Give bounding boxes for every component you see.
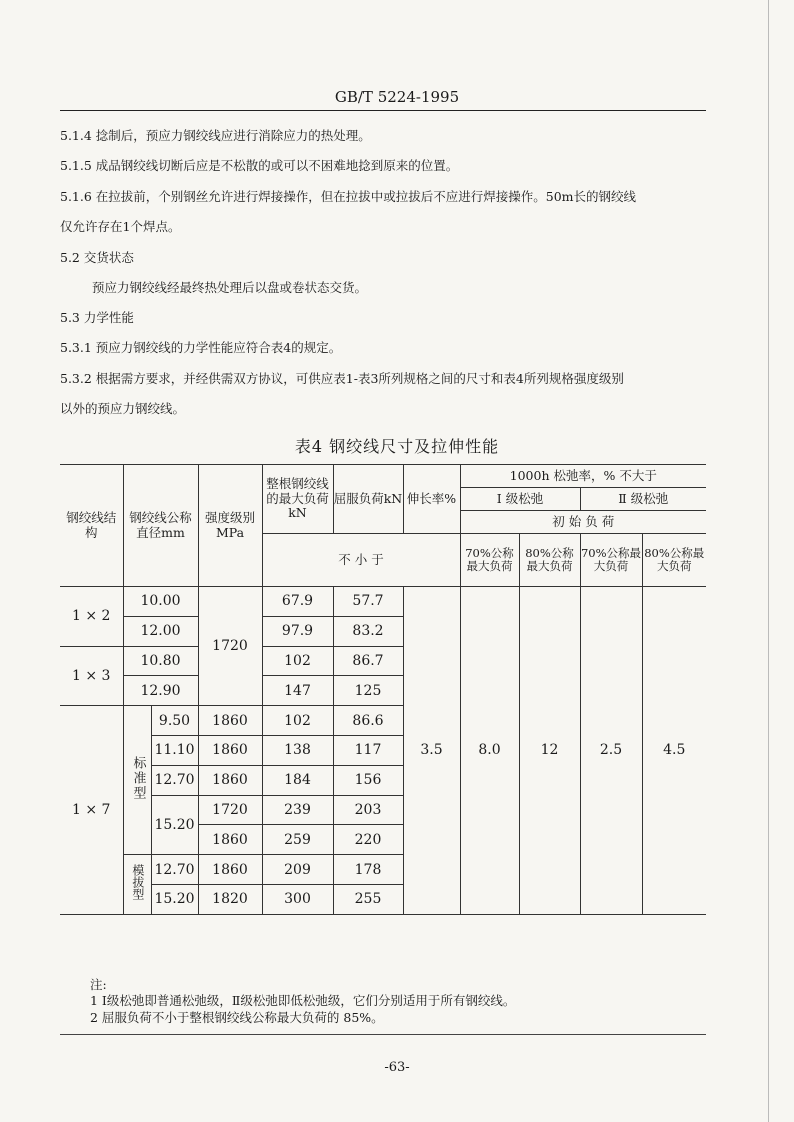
header-rule [60, 110, 706, 111]
max-load-cell: 138 [262, 735, 333, 765]
note-2: 2 屈服负荷不小于整根钢绞线公称最大负荷的 85%。 [90, 1010, 384, 1025]
header-elongation: 伸长率% [403, 465, 460, 534]
subtype-drawn [123, 855, 151, 915]
relax-c2-70-value: 2.5 [580, 587, 642, 915]
table-row [60, 587, 706, 617]
para-5-3-2-cont: 以外的预应力钢绞线。 [60, 401, 186, 416]
structure-1x7: 1 × 7 [60, 706, 123, 915]
subtype-standard-label: 标准型 [130, 755, 146, 801]
yield-load-cell: 117 [333, 735, 403, 765]
section-5-2-heading: 5.2 交货状态 [60, 250, 134, 265]
para-5-1-6-cont: 仅允许存在1个焊点。 [60, 219, 181, 234]
footer-rule [60, 1034, 706, 1035]
header-relaxation: 1000h 松弛率，% 不大于 [460, 465, 706, 488]
diameter-cell: 12.70 [151, 855, 198, 885]
grade-cell: 1820 [198, 884, 262, 914]
header-c1-70pct: 70%公称最大负荷 [460, 534, 519, 587]
relax-c1-70-value: 8.0 [460, 587, 519, 915]
diameter-cell: 10.80 [123, 646, 198, 676]
yield-load-cell: 220 [333, 825, 403, 855]
max-load-cell: 97.9 [262, 616, 333, 646]
para-5-3-1: 5.3.1 预应力钢绞线的力学性能应符合表4的规定。 [60, 340, 342, 355]
diameter-cell: 12.00 [123, 616, 198, 646]
structure-1x2: 1 × 2 [60, 587, 123, 647]
para-5-2-body: 预应力钢绞线经最终热处理后以盘或卷状态交货。 [92, 280, 368, 295]
max-load-cell: 184 [262, 765, 333, 795]
grade-cell: 1860 [198, 765, 262, 795]
note-1: 1 Ⅰ级松弛即普通松弛级，Ⅱ级松弛即低松弛级，它们分别适用于所有钢绞线。 [90, 993, 516, 1008]
header-c2-80pct: 80%公称最大负荷 [642, 534, 706, 587]
para-5-1-6: 5.1.6 在拉拔前，个别钢丝允许进行焊接操作，但在拉拔中或拉拔后不应进行焊接操作。50m长的钢绞线 [60, 189, 637, 204]
para-5-1-4: 5.1.4 捻制后，预应力钢绞线应进行消除应力的热处理。 [60, 128, 371, 143]
grade-cell: 1860 [198, 706, 262, 736]
yield-load-cell: 57.7 [333, 587, 403, 617]
yield-load-cell: 156 [333, 765, 403, 795]
relax-c2-80-value: 4.5 [642, 587, 706, 915]
header-initial-load: 初 始 负 荷 [460, 511, 706, 534]
diameter-cell: 10.00 [123, 587, 198, 617]
diameter-cell: 9.50 [151, 706, 198, 736]
header-c1-80pct: 80%公称最大负荷 [519, 534, 580, 587]
yield-load-cell: 178 [333, 855, 403, 885]
para-5-3-2: 5.3.2 根据需方要求，并经供需双方协议，可供应表1-表3所列规格之间的尺寸和表4所列规格强度级别 [60, 371, 624, 386]
scan-edge-line [768, 0, 769, 1122]
relax-c1-80-value: 12 [519, 587, 580, 915]
page-number: -63- [384, 1060, 410, 1075]
grade-cell-shared: 1720 [198, 587, 262, 706]
standard-header: GB/T 5224-1995 [334, 88, 460, 106]
max-load-cell: 102 [262, 706, 333, 736]
para-5-1-5: 5.1.5 成品钢绞线切断后应是不松散的或可以不困难地捻到原来的位置。 [60, 158, 459, 173]
grade-cell: 1860 [198, 735, 262, 765]
max-load-cell: 67.9 [262, 587, 333, 617]
grade-cell: 1860 [198, 825, 262, 855]
section-5-3-heading: 5.3 力学性能 [60, 310, 134, 325]
diameter-cell: 15.20 [151, 795, 198, 855]
table-title: 表4 钢绞线尺寸及拉伸性能 [294, 437, 500, 456]
header-c2-70pct: 70%公称最大负荷 [580, 534, 642, 587]
header-max-load: 整根钢绞线的最大负荷 kN [262, 465, 333, 534]
notes-title: 注: [90, 977, 107, 992]
yield-load-cell: 203 [333, 795, 403, 825]
header-class-2: Ⅱ 级松弛 [580, 488, 706, 511]
yield-load-cell: 83.2 [333, 616, 403, 646]
strand-spec-table [60, 464, 706, 915]
diameter-cell: 12.70 [151, 765, 198, 795]
grade-cell: 1720 [198, 795, 262, 825]
yield-load-cell: 86.7 [333, 646, 403, 676]
structure-1x3: 1 × 3 [60, 646, 123, 706]
header-grade: 强度级别MPa [198, 465, 262, 587]
max-load-cell: 209 [262, 855, 333, 885]
grade-cell: 1860 [198, 855, 262, 885]
max-load-cell: 239 [262, 795, 333, 825]
subtype-standard [123, 706, 151, 855]
diameter-cell: 11.10 [151, 735, 198, 765]
diameter-cell: 12.90 [123, 676, 198, 706]
yield-load-cell: 125 [333, 676, 403, 706]
max-load-cell: 300 [262, 884, 333, 914]
diameter-cell: 15.20 [151, 884, 198, 914]
subtype-drawn-label: 模拔型 [130, 864, 145, 901]
yield-load-cell: 86.6 [333, 706, 403, 736]
header-not-less-than: 不 小 于 [262, 534, 460, 587]
max-load-cell: 102 [262, 646, 333, 676]
max-load-cell: 259 [262, 825, 333, 855]
max-load-cell: 147 [262, 676, 333, 706]
yield-load-cell: 255 [333, 884, 403, 914]
header-structure: 钢绞线结 构 [60, 465, 123, 587]
header-class-1: Ⅰ 级松弛 [460, 488, 580, 511]
header-diameter: 钢绞线公称直径mm [123, 465, 198, 587]
header-yield-load: 屈服负荷kN [333, 465, 403, 534]
elongation-value: 3.5 [403, 587, 460, 915]
